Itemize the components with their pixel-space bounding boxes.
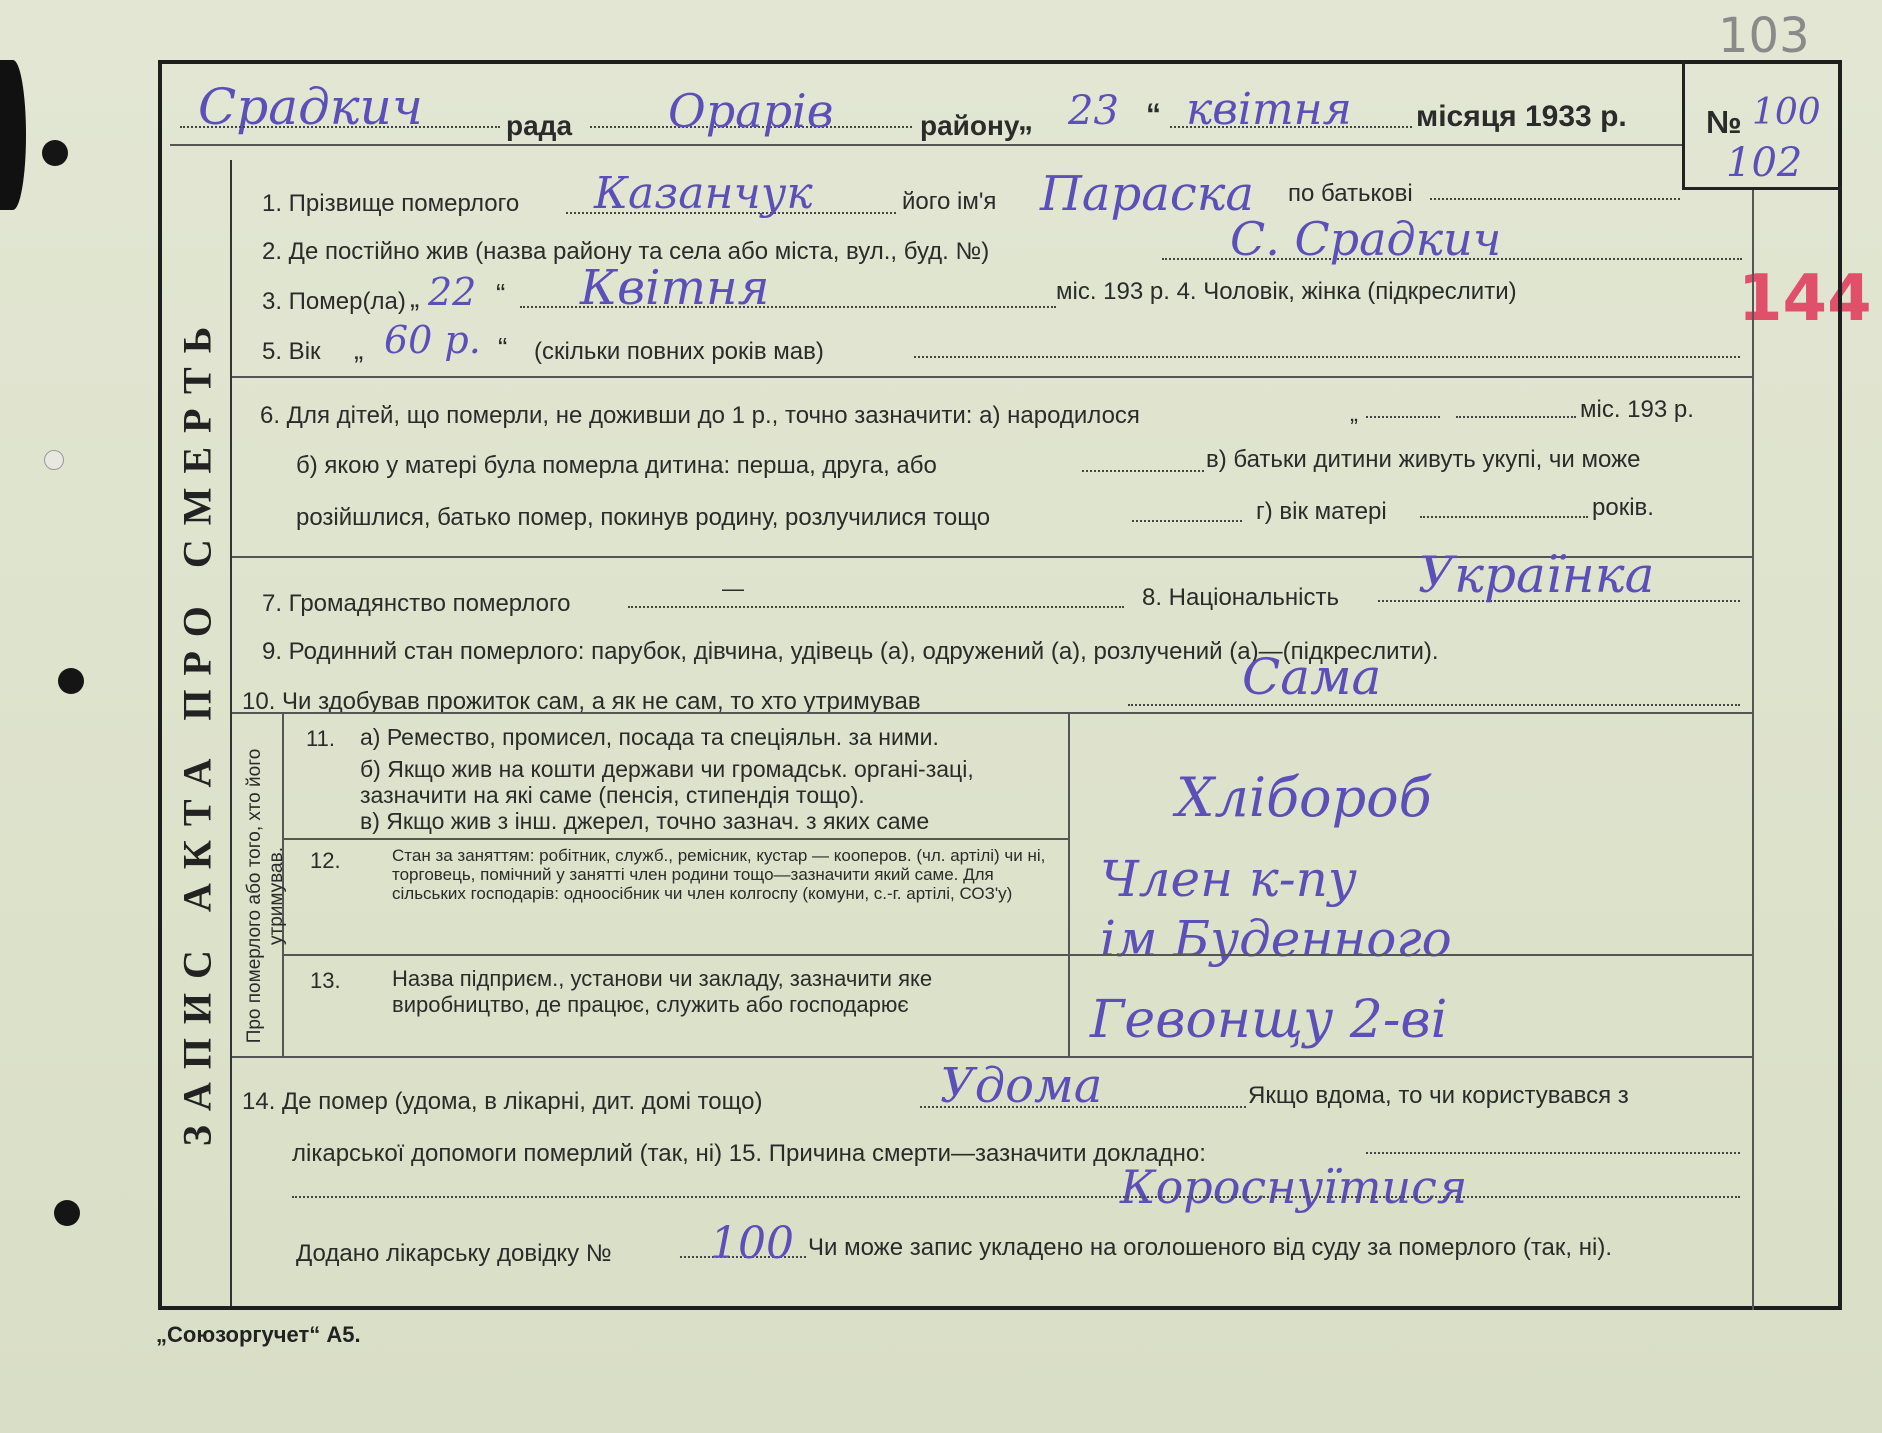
field-11-number: 11.: [306, 726, 335, 751]
side-title-column: [162, 160, 232, 1306]
block-side-label: Про померлого або того, хто його утримував.: [244, 748, 287, 1044]
open-quote: „: [1018, 104, 1033, 137]
field-13-value: Гевонщу 2-ві: [1090, 990, 1448, 1050]
binder-hole: [44, 450, 64, 470]
certificate-number: 100: [710, 1218, 794, 1269]
field-2-value: С. Срадкич: [1230, 212, 1502, 266]
field-3-month: Квітня: [580, 260, 770, 316]
field-14-label: 14. Де помер (удома, в лікарні, дит. домі тощо): [242, 1088, 763, 1115]
field-10-label: 10. Чи здобував прожиток сам, а як не сам, то хто утримував: [242, 688, 921, 715]
binder-hole: [58, 668, 84, 694]
field-11-c: в) Якщо жив з інш. джерел, точно зазнач. з яких саме: [360, 808, 930, 834]
raion-handwritten: Орарів: [668, 84, 834, 138]
rada-handwritten: Срадкич: [198, 78, 423, 136]
field-3-suffix: міс. 193 р. 4. Чоловік, жінка (підкреслити): [1056, 278, 1517, 305]
dotted-line: [520, 306, 1056, 308]
section-rule: [282, 838, 1068, 840]
field-1-name: Параска: [1040, 166, 1254, 222]
block-divider: [1068, 714, 1070, 1056]
binder-hole: [54, 1200, 80, 1226]
dotted-line: [292, 1196, 1740, 1198]
red-register-number: 144: [1738, 262, 1872, 336]
printer-footer: „Союзоргучет“ А5.: [156, 1322, 361, 1347]
field-1-name-label: його ім'я: [902, 188, 997, 215]
dotted-line: [1430, 198, 1680, 200]
field-5-value: 60 р.: [384, 318, 481, 362]
close-quote: “: [498, 332, 508, 363]
open-quote: „: [354, 334, 364, 365]
section-rule: [232, 376, 1752, 378]
field-5-suffix: (скільки повних років мав): [534, 338, 824, 365]
field-8-label: 8. Національність: [1142, 584, 1339, 611]
field-6-line-3b: г) вік матері: [1256, 498, 1387, 525]
dotted-line: [1128, 704, 1740, 706]
dotted-line: [914, 356, 1740, 358]
section-rule: [232, 712, 1752, 714]
field-6-line-1-end: міс. 193 р.: [1580, 396, 1694, 423]
dotted-line: [1170, 126, 1412, 128]
field-6-line-3a: розійшлися, батько помер, покинув родину, розлучилися тощо: [296, 504, 991, 531]
field-6-line-2b: в) батьки дитини живуть укупі, чи може: [1206, 446, 1641, 473]
field-1-surname: Казанчук: [594, 168, 813, 219]
field-14-value: Удома: [940, 1058, 1103, 1114]
field-1-patronymic-label: по батькові: [1288, 180, 1413, 207]
field-3-label: 3. Помер(ла): [262, 288, 406, 315]
dotted-line: [1366, 1152, 1740, 1154]
field-7-label: 7. Громадянство померлого: [262, 590, 571, 617]
field-15-value: Короснуїтися: [1120, 1160, 1468, 1214]
month-handwritten: квітня: [1186, 84, 1352, 135]
dotted-line: [1366, 416, 1440, 418]
field-8-value: Українка: [1418, 546, 1655, 604]
dotted-line: [1082, 470, 1204, 472]
right-margin-line: [1752, 190, 1754, 1310]
field-13-text: Назва підприєм., установи чи закладу, зазначити яке виробництво, де працює, служить або господарює: [392, 966, 933, 1017]
side-title: ЗАПИС АКТА ПРО СМЕРТЬ: [174, 312, 220, 1147]
dotted-line: [1456, 416, 1576, 418]
dotted-line: [1132, 520, 1242, 522]
raion-label: району: [920, 110, 1020, 141]
archive-page-number: 103: [1718, 8, 1810, 64]
field-6-line-1: 6. Для дітей, що померли, не доживши до 1 р., точно зазначити: а) народилося: [260, 402, 1140, 429]
field-6-line-3c: років.: [1592, 494, 1654, 521]
month-year-label: місяця 1933 р.: [1416, 100, 1627, 133]
certificate-suffix: Чи може запис укладено на оголошеного від суду за померлого (так, ні).: [808, 1234, 1612, 1261]
number-handwritten: 100: [1752, 92, 1821, 133]
field-9-label: 9. Родинний стан померлого: парубок, дівчина, удівець (а), одружений (а), розлучений (а)—(підкреслити).: [262, 638, 1439, 665]
dotted-line: [1420, 516, 1588, 518]
field-5-label: 5. Вік: [262, 338, 321, 365]
field-13-number: 13.: [310, 968, 341, 993]
binder-hole: [42, 140, 68, 166]
section-rule: [282, 954, 1752, 956]
number-under-handwritten: 102: [1726, 140, 1803, 186]
field-3-day: 22: [428, 270, 477, 314]
certificate-label: Додано лікарську довідку №: [296, 1240, 612, 1267]
field-6-line-2a: б) якою у матері була померла дитина: перша, друга, або: [296, 452, 937, 479]
field-15-line: лікарської допомоги померлий (так, ні) 15. Причина смерти—зазначити докладно:: [292, 1140, 1206, 1167]
dotted-line: [920, 1106, 1246, 1108]
close-quote: “: [496, 278, 506, 309]
field-11-b: б) Якщо жив на кошти держави чи громадськ. органі-заці, зазначити на які саме (пенсія, стипендія тощо).: [360, 756, 974, 808]
open-quote: „: [1350, 400, 1358, 427]
field-12-text: Стан за заняттям: робітник, служб., ремісник, кустар — кооперов. (чл. артілі) чи ні, торговець, помічний у занятті член родини тощо—зазначити який саме. Для сільських господарів: одноосібник чи член колгоспу (комуни, с.-г. артілі, СОЗ'у): [392, 846, 1046, 903]
field-14-suffix: Якщо вдома, то чи користувався з: [1248, 1082, 1629, 1109]
rada-label: рада: [506, 110, 573, 141]
field-7-value: —: [722, 576, 744, 601]
close-quote: “: [1146, 98, 1161, 131]
field-11-a: а) Ремество, промисел, посада та спеціяльн. за ними.: [360, 724, 939, 750]
field-12-value-line-2: ім Буденного: [1100, 910, 1452, 968]
dotted-line: [628, 606, 1124, 608]
number-label: №: [1706, 104, 1742, 140]
field-1-label: 1. Прізвище померлого: [262, 190, 520, 217]
dotted-line: [180, 126, 500, 128]
field-12-value-line-1: Член к-пу: [1100, 850, 1357, 908]
day-handwritten: 23: [1068, 88, 1119, 134]
field-12-number: 12.: [310, 848, 341, 873]
field-2-label: 2. Де постійно жив (назва району та села або міста, вул., буд. №): [262, 238, 990, 265]
header-rule: [170, 144, 1682, 146]
field-10-value: Сама: [1242, 648, 1382, 706]
torn-edge: [0, 60, 26, 210]
open-quote: „: [410, 282, 420, 313]
field-11-value: Хлібороб: [1176, 766, 1432, 829]
